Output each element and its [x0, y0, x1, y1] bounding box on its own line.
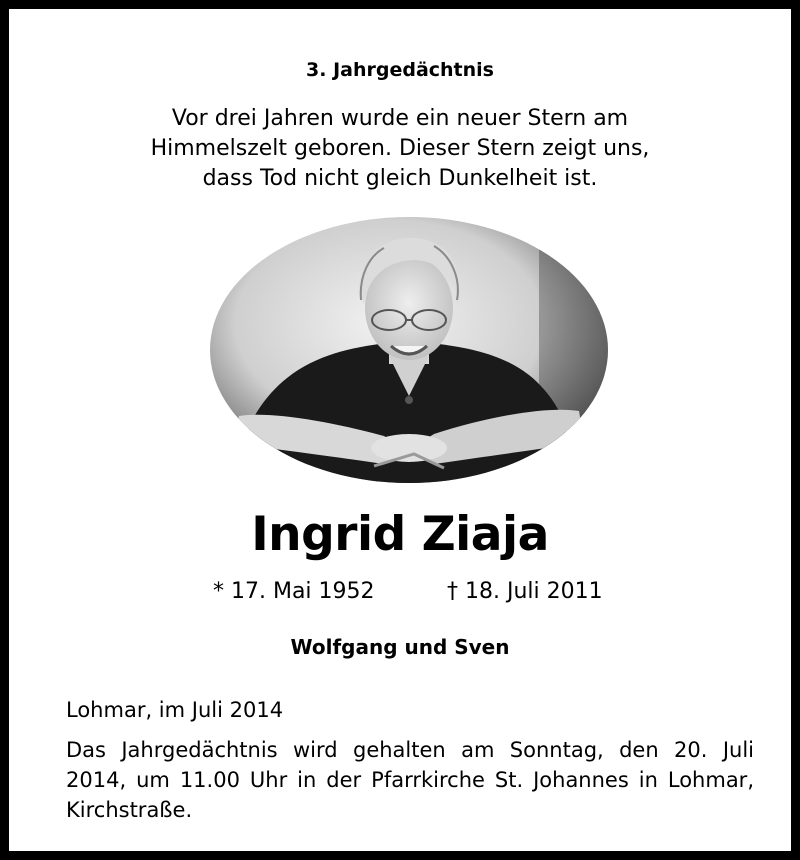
notice-line: Das Jahrgedächtnis wird gehalten am Sonntag, den 20. Juli: [66, 738, 754, 762]
notice-line: Kirchstraße.: [66, 798, 193, 822]
place-and-date: Lohmar, im Juli 2014: [66, 698, 284, 722]
birth-date: * 17. Mai 1952: [213, 579, 375, 604]
verse-line: dass Tod nicht gleich Dunkelheit ist.: [202, 166, 598, 191]
verse-line: Vor drei Jahren wurde ein neuer Stern am: [171, 106, 629, 131]
death-date: † 18. Juli 2011: [447, 579, 603, 604]
anniversary-title: 3. Jahrgedächtnis: [306, 59, 494, 81]
service-notice: [66, 735, 754, 825]
verse-line: Himmelszelt geboren. Dieser Stern zeigt uns,: [150, 136, 650, 161]
notice-line: 2014, um 11.00 Uhr in der Pfarrkirche St. Johannes in Lohmar,: [66, 768, 754, 792]
memorial-verse: [9, 104, 791, 194]
portrait-photo: [209, 216, 609, 484]
mourners: Wolfgang und Sven: [290, 635, 510, 659]
deceased-name: Ingrid Ziaja: [251, 507, 549, 562]
